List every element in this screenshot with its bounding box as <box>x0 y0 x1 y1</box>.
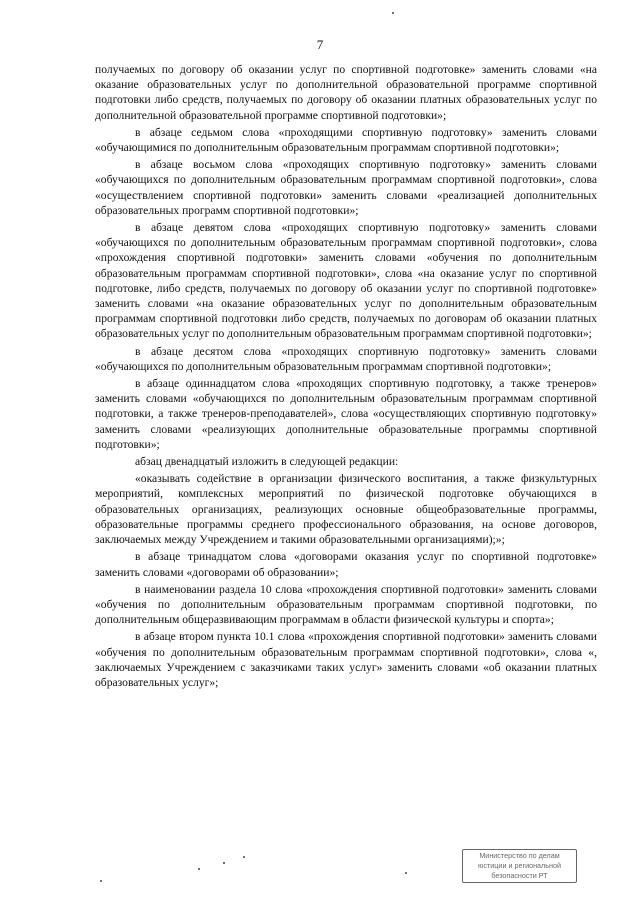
scan-speck <box>223 862 225 864</box>
scan-speck <box>243 856 245 858</box>
scan-speck <box>100 880 102 882</box>
scan-speck <box>405 872 407 874</box>
paragraph: абзац двенадцатый изложить в следующей редакции: <box>135 455 399 469</box>
stamp-line: юстиции и региональной <box>478 861 561 870</box>
scan-speck <box>198 868 200 870</box>
scan-speck <box>392 12 394 14</box>
paragraph: в абзаце втором пункта 10.1 слова «прохождения спортивной подготовки» заменить словами «обучения по дополнительным образовательным программам спортивной подготовки», слова «, заключаемых Учреждением с заказчиками таких услуг» заменить словами «об оказании платных образовательных услуг»; <box>95 630 597 689</box>
stamp-line: Министерство по делам <box>479 851 560 860</box>
paragraph: в абзаце одиннадцатом слова «проходящих спортивную подготовку, а также тренеров» заменить словами «обучающихся по дополнительным образовательным программам спортивной подготовки, а также тренеров-преподавателей», слова «осуществляющих спортивную подготовку» заменить словами «реализующих дополнительные образовательные программы спортивной подготовки»; <box>95 377 597 451</box>
paragraph: получаемых по договору об оказании услуг по спортивной подготовке» заменить словами «на оказание образовательных услуг по дополнительной образовательной программе спортивной подготовки либо средств, получаемых по договору об оказании платных образовательных услуг по дополнительной образовательной программе спортивной подготовки»; <box>95 63 597 122</box>
paragraph: в абзаце седьмом слова «проходящими спортивную подготовку» заменить словами «обучающимися по дополнительным образовательным программам спортивной подготовки»; <box>95 125 597 155</box>
registration-stamp <box>462 849 577 883</box>
page-number: 7 <box>316 37 324 52</box>
document-body <box>95 62 597 692</box>
paragraph: в абзаце десятом слова «проходящих спортивную подготовку» заменить словами «обучающихся по дополнительным образовательным программам спортивной подготовки»; <box>95 344 597 373</box>
stamp-line: безопасности РТ <box>491 871 548 880</box>
paragraph: «оказывать содействие в организации физического воспитания, а также физкультурных мероприятий, комплексных мероприятий по физической подготовке обучающихся в образовательных организациях, реализующих основные общеобразовательные программы, образовательные программы среднего профессионального образования, на основе договоров, заключаемых между Учреждением и такими образовательными организациями);»; <box>95 472 597 547</box>
paragraph: в абзаце девятом слова «проходящих спортивную подготовку» заменить словами «обучающихся по дополнительным образовательным программам спортивной подготовки», слова «прохождения спортивной подготовки» заменить словами «обучения по дополнительным образовательным программам спортивной подготовки», слова «на оказание услуг по спортивной подготовке, либо средств, получаемых по договору об оказании услуг по спортивной подготовке» заменить словами «на оказание образовательных услуг по дополнительным образовательным программам спортивной подготовки либо средств, получаемых по договорам об оказании платных образовательных услуг по дополнительным образовательным программам спортивной подготовки»; <box>95 221 597 341</box>
paragraph: в абзаце восьмом слова «проходящих спортивную подготовку» заменить словами «обучающихся по дополнительным образовательным программам спортивной подготовки», слова «осуществлением спортивной подготовки» заменить словами «реализацией дополнительных образовательных программ спортивной подготовки»; <box>95 158 597 217</box>
paragraph: в абзаце тринадцатом слова «договорами оказания услуг по спортивной подготовке» заменить словами «договорами об образовании»; <box>95 550 597 579</box>
paragraph: в наименовании раздела 10 слова «прохождения спортивной подготовки» заменить словами «обучения по дополнительным образовательным программам спортивной подготовки, по дополнительным общеразвивающим программам в области физической культуры и спорта»; <box>95 582 597 627</box>
